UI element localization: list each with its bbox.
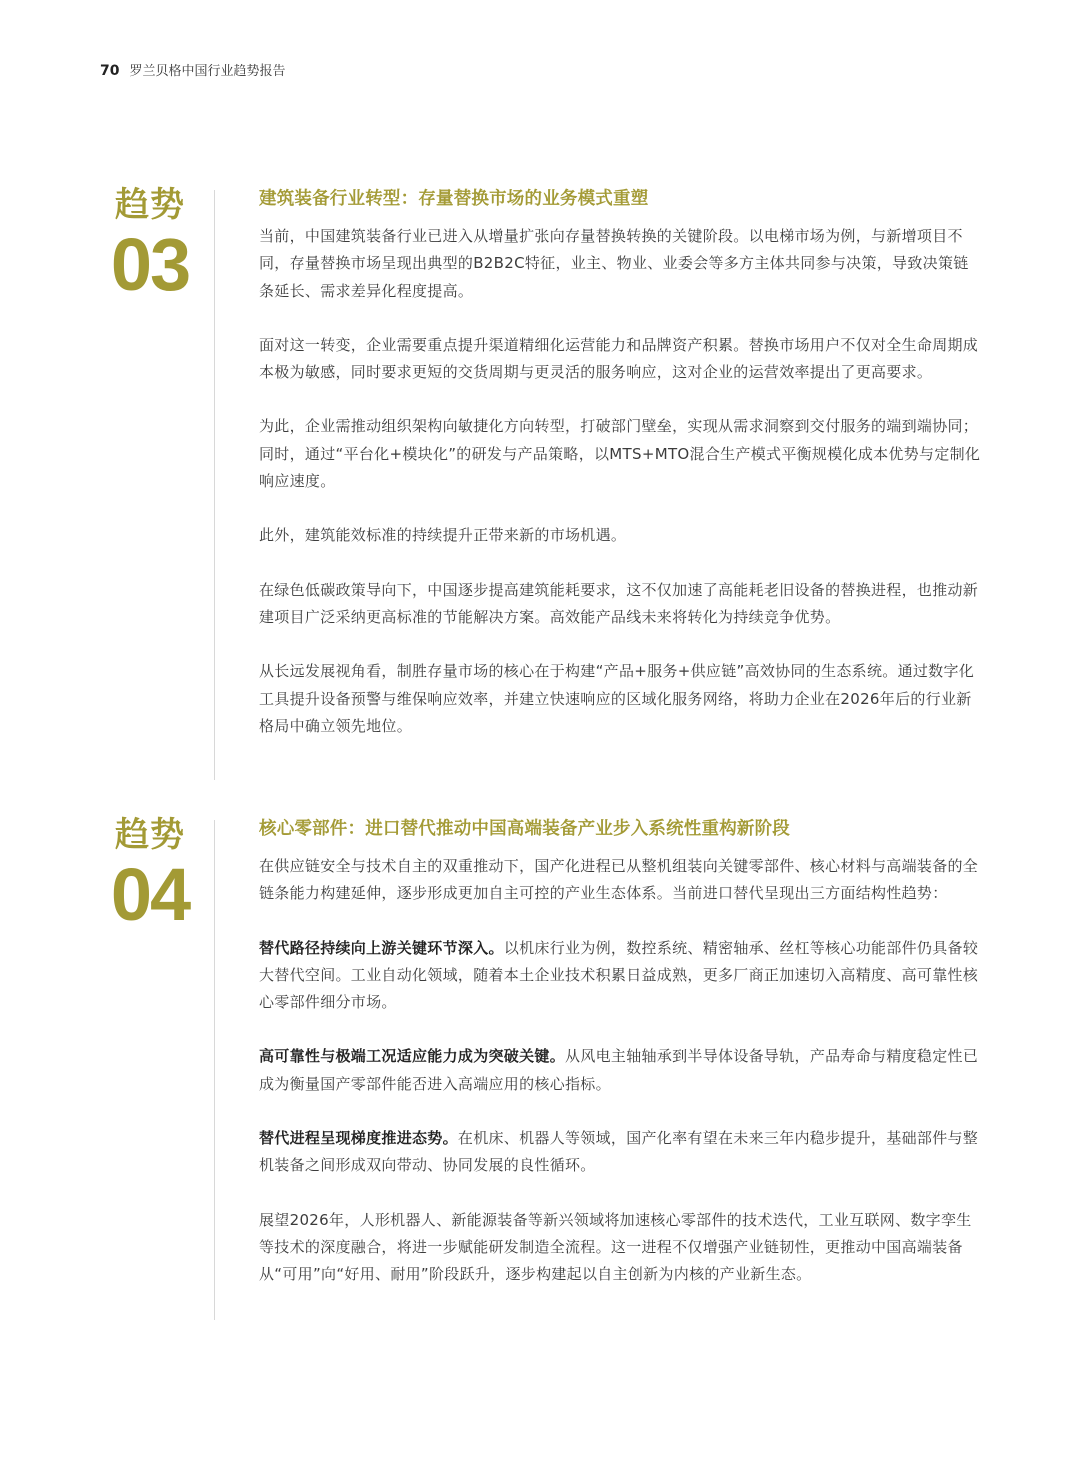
trend-04-number: 04 [110,853,190,936]
trend-03-divider [214,190,215,780]
trend-03-paragraph: 为此，企业需推动组织架构向敏捷化方向转型，打破部门壁垒，实现从需求洞察到交付服务的端到端协同；同时，通过“平台化+模块化”的研发与产品策略，以MTS+MTO混合生产模式平衡规模化成本优势与定制化响应速度。 [259,417,981,491]
trend-03-paragraph: 在绿色低碳政策导向下，中国逐步提高建筑能耗要求，这不仅加速了高能耗老旧设备的替换进程，也推动新建项目广泛采纳更高标准的节能解决方案。高效能产品线未来将转化为持续竞争优势。 [259,580,979,626]
trend-04-divider [214,820,215,1320]
trend-04-label [100,815,200,935]
report-title: 罗兰贝格中国行业趋势报告 [129,64,286,79]
trend-03-paragraph: 从长远发展视角看，制胜存量市场的核心在于构建“产品+服务+供应链”高效协同的生态系统。通过数字化工具提升设备预警与维保响应效率，并建立快速响应的区域化服务网络，将助力企业在2026年后的行业新格局中确立领先地位。 [259,662,975,735]
trend-04-title: 核心零部件：进口替代推动中国高端装备产业步入系统性重构新阶段 [259,819,790,839]
point-heading: 替代进程呈现梯度推进态势。 [259,1129,458,1148]
point-text: 从风电主轴轴承到半导体设备导轨，产品寿命与精度稳定性已成为衡量国产零部件能否进入高端应用的核心指标。 [259,1047,979,1093]
trend-04-point [259,1043,981,1098]
trend-03-content [259,187,981,767]
trend-04-point [259,1125,981,1180]
trend-03-title: 建筑装备行业转型：存量替换市场的业务模式重塑 [259,189,649,209]
page-number: 70 [100,63,120,79]
point-heading: 替代路径持续向上游关键环节深入。 [259,938,504,957]
trend-03-paragraph: 此外，建筑能效标准的持续提升正带来新的市场机遇。 [259,526,627,545]
trend-04-intro: 在供应链安全与技术自主的双重推动下，国产化进程已从整机组装向关键零部件、核心材料与高端装备的全链条能力构建延伸，逐步形成更加自主可控的产业生态体系。当前进口替代呈现出三方面结构性趋势： [259,857,979,903]
page-header [100,60,286,79]
trend-04-word: 趋势 [115,815,185,855]
trend-03-paragraph: 当前，中国建筑装备行业已进入从增量扩张向存量替换转换的关键阶段。以电梯市场为例，与新增项目不同，存量替换市场呈现出典型的B2B2C特征，业主、物业、业委会等多方主体共同参与决策，导致决策链条延长、需求差异化程度提高。 [259,227,969,300]
trend-03-paragraph: 面对这一转变，企业需要重点提升渠道精细化运营能力和品牌资产积累。替换市场用户不仅对全生命周期成本极为敏感，同时要求更短的交货周期与更灵活的服务响应，这对企业的运营效率提出了更高要求。 [259,335,979,382]
point-heading: 高可靠性与极端工况适应能力成为突破关键。 [259,1047,566,1066]
trend-04-point [259,935,981,1017]
trend-04-outlook: 展望2026年，人形机器人、新能源装备等新兴领域将加速核心零部件的技术迭代，工业互联网、数字孪生等技术的深度融合，将进一步赋能研发制造全流程。这一进程不仅增强产业链韧性，更推动中国高端装备从“可用”向“好用、耐用”阶段跃升，逐步构建起以自主创新为内核的产业新生态。 [259,1210,972,1284]
trend-03-word: 趋势 [115,185,185,225]
trend-04-content [259,817,981,1316]
point-text: 以机床行业为例，数控系统、精密轴承、丝杠等核心功能部件仍具备较大替代空间。工业自动化领域，随着本土企业技术积累日益成熟，更多厂商正加速切入高精度、高可靠性核心零部件细分市场。 [259,938,979,1012]
trend-03-number: 03 [110,223,190,306]
point-text: 在机床、机器人等领域，国产化率有望在未来三年内稳步提升，基础部件与整机装备之间形成双向带动、协同发展的良性循环。 [259,1129,979,1175]
trend-03-label [100,185,200,305]
